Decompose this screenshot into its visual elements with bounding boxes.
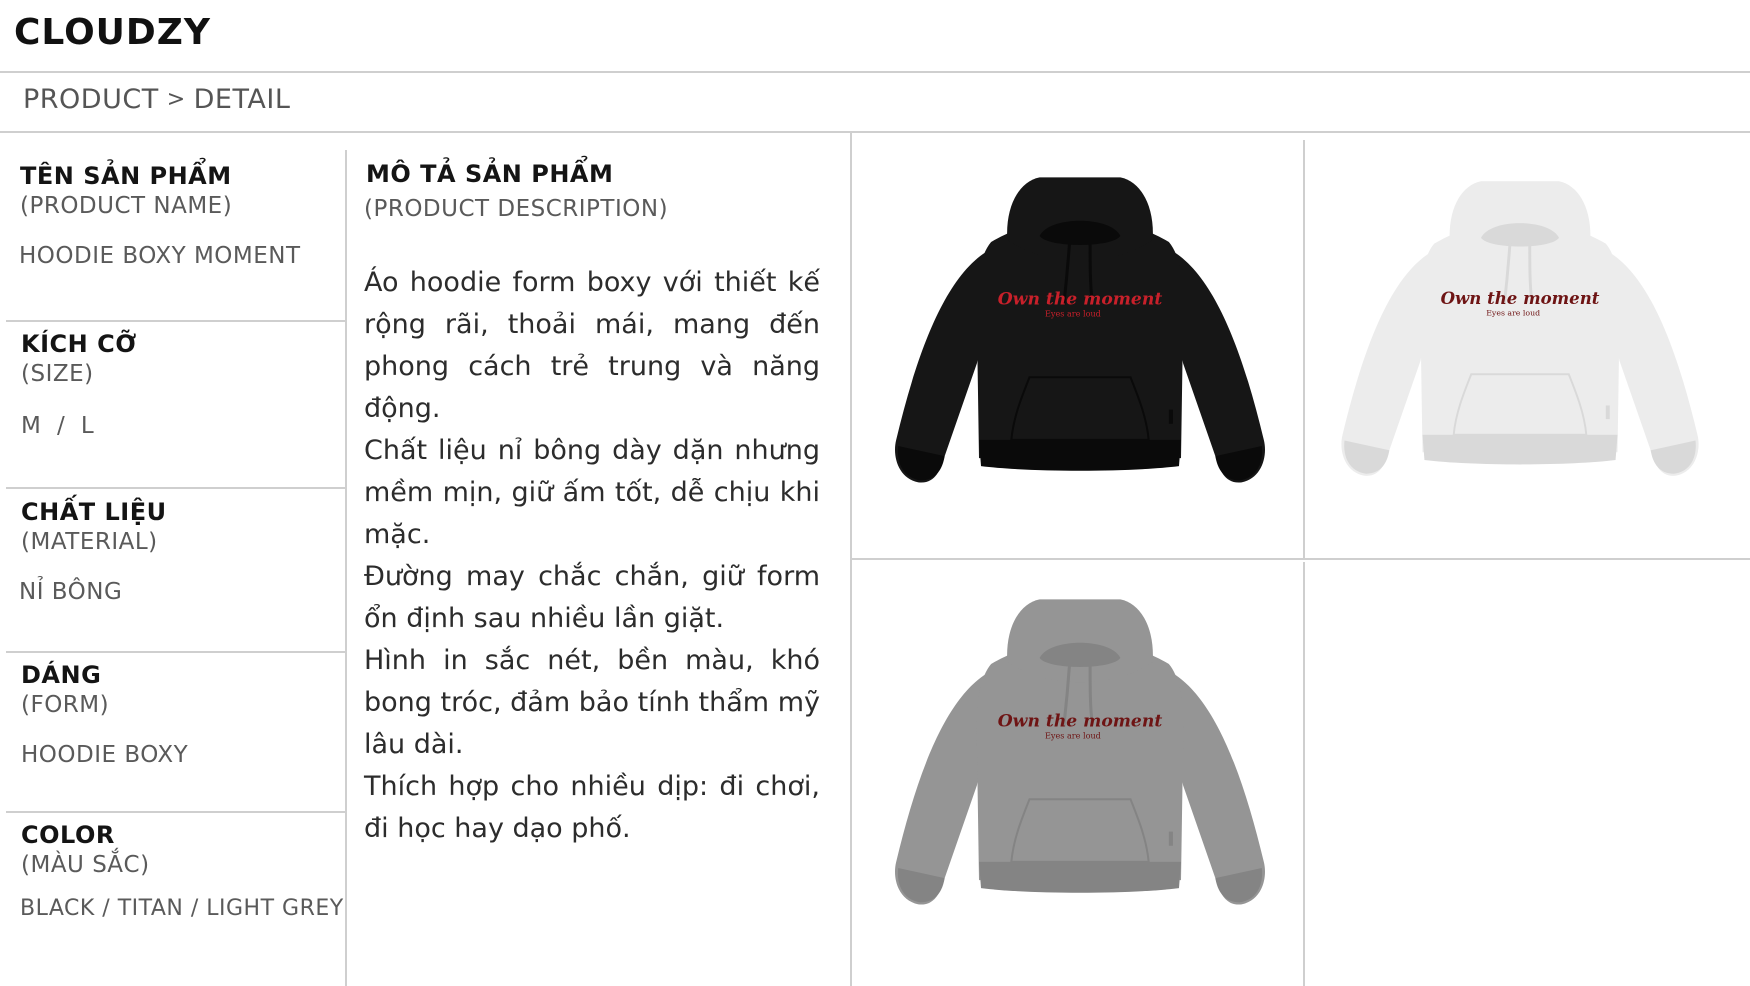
attribute-subtitle: (FORM)	[21, 692, 110, 718]
breadcrumb-current: DETAIL	[193, 84, 291, 115]
hoodie-illustration	[878, 166, 1282, 528]
attribute-subtitle: (MATERIAL)	[21, 529, 158, 555]
attribute-subtitle: (MÀU SẮC)	[21, 852, 150, 878]
hoodie-hood	[1450, 181, 1591, 261]
brand-logo: CLOUDZY	[14, 12, 211, 53]
breadcrumb-divider	[0, 131, 1750, 133]
attribute-title: DÁNG	[21, 661, 102, 689]
product-photo-light-grey[interactable]	[1325, 176, 1715, 514]
hoodie-side-tag	[1169, 410, 1173, 424]
description-paragraph: Chất liệu nỉ bông dày dặn nhưng mềm mịn, giữ ấm tốt, dễ chịu khi mặc.	[364, 435, 820, 550]
hoodie-hood	[1007, 599, 1153, 682]
description-paragraph: Áo hoodie form boxy với thiết kế rộng rãi, thoải mái, mang đến phong cách trẻ trung và năng động.	[364, 267, 820, 424]
description-body	[364, 262, 820, 850]
attribute-subtitle: (PRODUCT NAME)	[20, 193, 233, 219]
hoodie-side-tag	[1169, 832, 1173, 846]
hoodie-hem	[979, 862, 1181, 893]
attribute-title: COLOR	[21, 821, 115, 849]
hoodie-illustration	[1325, 176, 1715, 514]
hoodie-print-text: Own the moment	[997, 289, 1163, 310]
attribute-product-name	[20, 162, 301, 269]
attribute-divider	[6, 811, 346, 813]
attributes-column-divider	[345, 150, 347, 986]
description-paragraph: Hình in sắc nét, bền màu, khó bong tróc, đảm bảo tính thẩm mỹ lâu dài.	[364, 645, 820, 760]
description-paragraph: Đường may chắc chắn, giữ form ổn định sau nhiều lần giặt.	[364, 561, 820, 634]
attribute-material	[21, 498, 167, 605]
gallery-divider-horizontal	[852, 558, 1750, 560]
hoodie-hood	[1007, 177, 1153, 260]
description-title: MÔ TẢ SẢN PHẨM	[366, 160, 614, 188]
hoodie-hem	[979, 440, 1181, 471]
attribute-title: KÍCH CỠ	[21, 330, 137, 358]
attribute-form	[21, 661, 188, 768]
product-photo-black[interactable]	[878, 166, 1282, 528]
attribute-title: CHẤT LIỆU	[21, 498, 167, 526]
attribute-divider	[6, 651, 346, 653]
attribute-divider	[6, 487, 346, 489]
breadcrumb	[23, 84, 290, 115]
attribute-value: HOODIE BOXY MOMENT	[19, 243, 301, 269]
hoodie-print-subtext: Eyes are loud	[1045, 730, 1101, 741]
attribute-value: HOODIE BOXY	[21, 742, 189, 768]
hoodie-side-tag	[1606, 405, 1610, 419]
breadcrumb-separator: >	[166, 87, 186, 112]
product-photo-titan[interactable]	[878, 596, 1282, 942]
header-divider	[0, 71, 1750, 73]
breadcrumb-parent[interactable]: PRODUCT	[23, 84, 159, 115]
attribute-color	[21, 821, 344, 921]
hoodie-print-subtext: Eyes are loud	[1486, 308, 1541, 318]
attribute-size	[21, 330, 137, 439]
attribute-divider	[6, 320, 346, 322]
hoodie-print-subtext: Eyes are loud	[1045, 308, 1101, 319]
description-subtitle: (PRODUCT DESCRIPTION)	[364, 196, 669, 222]
hoodie-hem	[1423, 435, 1618, 465]
attribute-value: M / L	[21, 413, 95, 439]
attribute-value: NỈ BÔNG	[19, 579, 123, 605]
hoodie-illustration	[878, 596, 1282, 942]
attribute-subtitle: (SIZE)	[21, 361, 94, 387]
gallery-divider-vertical-top	[1303, 140, 1305, 560]
attribute-title: TÊN SẢN PHẨM	[20, 162, 232, 190]
gallery-divider-vertical-bottom	[1303, 562, 1305, 986]
hoodie-print-text: Own the moment	[1440, 288, 1600, 309]
hoodie-print-text: Own the moment	[997, 711, 1163, 732]
attribute-value: BLACK / TITAN / LIGHT GREY	[20, 896, 344, 921]
description-paragraph: Thích hợp cho nhiều dịp: đi chơi, đi học hay dạo phố.	[364, 771, 820, 844]
